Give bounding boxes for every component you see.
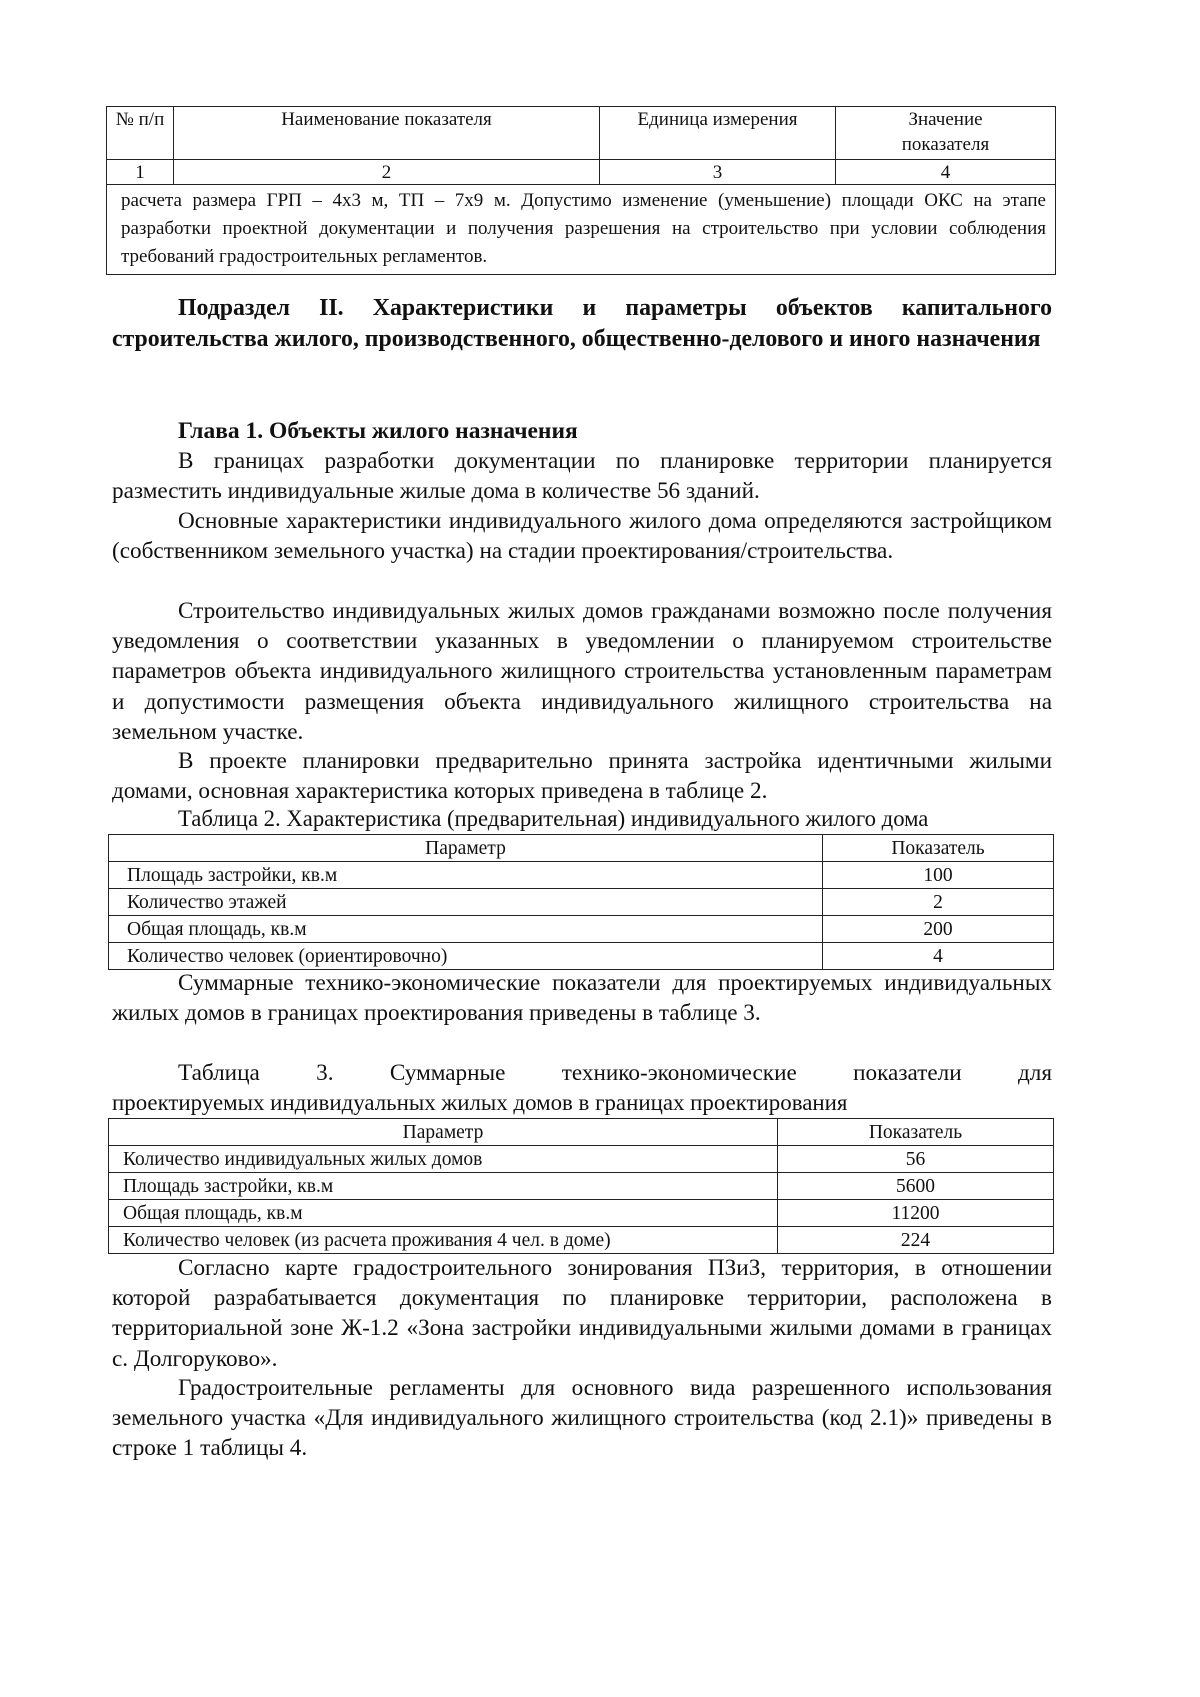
table-header-row <box>107 107 1056 160</box>
parameter-cell: Площадь застройки, кв.м <box>109 1173 778 1200</box>
chapter-heading: Глава 1. Объекты жилого назначения <box>178 418 578 444</box>
header-cell-parameter: Параметр <box>109 1119 778 1146</box>
header-cell-indicator: Показатель <box>778 1119 1054 1146</box>
paragraph: Градостроительные регламенты для основного вида разрешенного использования земельного участка «Для индивидуального жилищного строительства (код 2.1)» приведены в строке 1 таблицы 4. <box>112 1375 1052 1462</box>
continuation-table <box>106 106 1056 275</box>
table-row <box>109 1173 1054 1200</box>
value-cell: 56 <box>778 1146 1054 1173</box>
paragraph: В проекте планировки предварительно принята застройка идентичными жилыми домами, основная характеристика которых приведена в таблице 2. <box>112 748 1052 805</box>
header-cell-value: Значение показателя <box>836 107 1056 160</box>
parameter-cell: Общая площадь, кв.м <box>109 916 823 943</box>
parameter-cell: Количество человек (ориентировочно) <box>109 943 823 970</box>
table-row <box>109 943 1054 970</box>
parameter-cell: Количество этажей <box>109 889 823 916</box>
parameter-cell: Площадь застройки, кв.м <box>109 862 823 889</box>
number-cell: 3 <box>600 160 836 185</box>
table-row <box>109 1227 1054 1254</box>
paragraph: Строительство индивидуальных жилых домов гражданами возможно после получения уведомления о соответствии указанных в уведомлении о планируемом строительстве параметров объекта индивидуального жилищного строительства установленным параметрам и допустимости размещения объекта индивидуального жилищного строительства на земельном участке. <box>112 598 1052 745</box>
number-cell: 1 <box>107 160 174 185</box>
table3-caption-line2: проектируемых индивидуальных жилых домов в границах проектирования <box>112 1090 848 1115</box>
table-number-row <box>107 160 1056 185</box>
table2 <box>108 834 1054 970</box>
parameter-cell: Общая площадь, кв.м <box>109 1200 778 1227</box>
paragraph: Основные характеристики индивидуального жилого дома определяются застройщиком (собственником земельного участка) на стадии проектирования/строительства. <box>112 508 1052 565</box>
value-cell: 200 <box>823 916 1054 943</box>
value-cell: 4 <box>823 943 1054 970</box>
table-body-row <box>107 185 1056 275</box>
number-cell: 4 <box>836 160 1056 185</box>
continuation-text-cell: расчета размера ГРП – 4х3 м, ТП – 7х9 м. Допустимо изменение (уменьшение) площади ОКС на этапе разработки проектной документации и получения разрешения на строительство при условии соблюдения требований градостроительных регламентов. <box>107 185 1056 275</box>
header-cell-indicator-name: Наименование показателя <box>174 107 600 160</box>
table-row <box>109 916 1054 943</box>
value-cell: 224 <box>778 1227 1054 1254</box>
parameter-cell: Количество человек (из расчета проживания 4 чел. в доме) <box>109 1227 778 1254</box>
table3-caption-line1: Таблица 3. Суммарные технико-экономические показатели для <box>178 1060 1052 1086</box>
number-cell: 2 <box>174 160 600 185</box>
value-cell: 5600 <box>778 1173 1054 1200</box>
value-cell: 2 <box>823 889 1054 916</box>
table-header-row <box>109 1119 1054 1146</box>
header-cell-number: № п/п <box>107 107 174 160</box>
paragraph: В границах разработки документации по планировке территории планируется разместить индивидуальные жилые дома в количестве 56 зданий. <box>112 448 1052 505</box>
header-cell-indicator: Показатель <box>823 835 1054 862</box>
table-header-row <box>109 835 1054 862</box>
value-cell: 100 <box>823 862 1054 889</box>
table-row <box>109 1200 1054 1227</box>
table-row <box>109 889 1054 916</box>
value-cell: 11200 <box>778 1200 1054 1227</box>
parameter-cell: Количество индивидуальных жилых домов <box>109 1146 778 1173</box>
table3 <box>108 1118 1054 1254</box>
header-cell-parameter: Параметр <box>109 835 823 862</box>
table-row <box>109 1146 1054 1173</box>
paragraph: Суммарные технико-экономические показатели для проектируемых индивидуальных жилых домов в границах проектирования приведены в таблице 3. <box>112 970 1052 1027</box>
header-cell-unit: Единица измерения <box>600 107 836 160</box>
table2-caption: Таблица 2. Характеристика (предварительная) индивидуального жилого дома <box>178 806 929 831</box>
subsection-heading: Подраздел II. Характеристики и параметры объектов капитального строительства жилого, производственного, общественно-делового и иного назначения <box>112 295 1052 352</box>
paragraph: Согласно карте градостроительного зонирования ПЗиЗ, территория, в отношении которой разрабатывается документация по планировке территории, расположена в территориальной зоне Ж-1.2 «Зона застройки индивидуальными жилыми домами в границах с. Долгоруково». <box>112 1255 1052 1372</box>
table-row <box>109 862 1054 889</box>
